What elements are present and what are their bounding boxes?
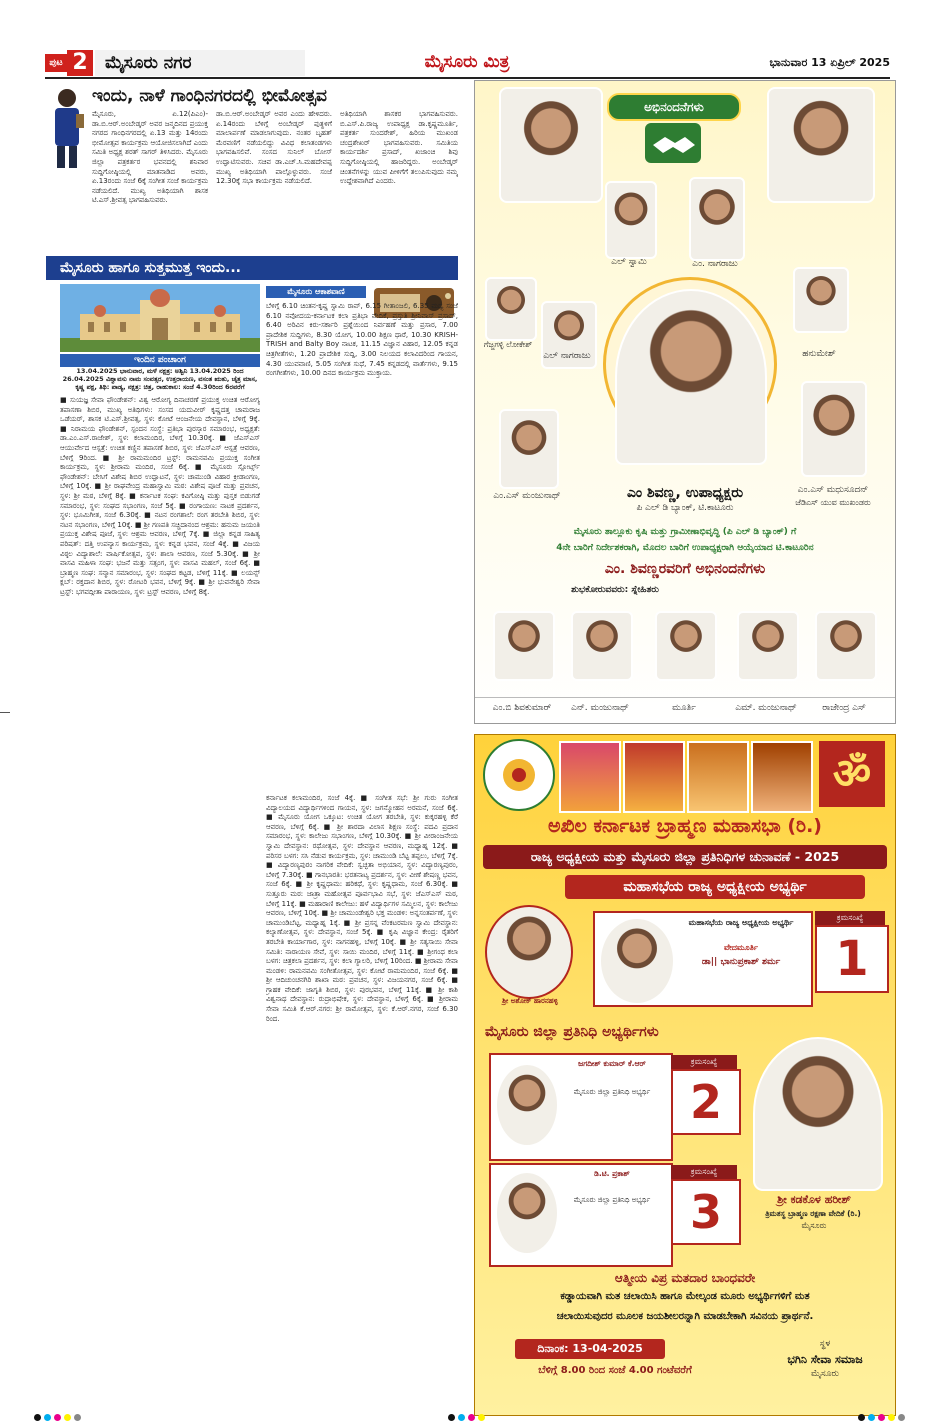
- registration-dots-center: [448, 1406, 488, 1425]
- lead-column-1: ಮೈಸೂರು, ಏ.12(ಪಿಎಂ)- ಡಾ.ಬಿ.ಆರ್.ಅಂಬೇಡ್ಕರ್ ಅವರ ಜನ್ಮದಿನದ ಪ್ರಯುಕ್ತ ನಗರದ ಗಾಂಧಿನಗರದಲ್ಲಿ ಏ.13 ಮತ್ತು 14ರಂದು ಭೀಮೋತ್ಸವ ಕಾರ್ಯಕ್ರಮ ಆಯೋಜಿಸಲಾಗಿದೆ ಎಂದು ಸಮಿತಿ ಅಧ್ಯಕ್ಷ ಶರತ್ ಸಾಗರ್ ತಿಳಿಸಿದರು. ಮೈಸೂರು ಜಿಲ್ಲಾ ಪತ್ರಕರ್ತರ ಭವನದಲ್ಲಿ ಶನಿವಾರ ಸುದ್ದಿಗೋಷ್ಠಿಯಲ್ಲಿ ಮಾತನಾಡಿದ ಅವರು, ಏ.13ರಂದು ಸಂಜೆ 6ಕ್ಕೆ ಸಂಗೀತ ಸಂಜೆ ಕಾರ್ಯಕ್ರಮ ನಡೆಯಲಿದೆ. ಮುಖ್ಯ ಅತಿಥಿಯಾಗಿ ಶಾಸಕ ಟಿ.ಎಸ್.ಶ್ರೀವತ್ಸ ಭಾಗವಹಿಸುವರು.: [92, 110, 208, 205]
- ashok-name: ಶ್ರೀ ಅಶೋಕ್ ಹಾರನಹಳ್ಳಿ: [502, 997, 558, 1005]
- page-label: ಪುಟ: [45, 54, 67, 72]
- radio-title: ಮೈಸೂರು ಆಕಾಶವಾಣಿ: [266, 286, 366, 298]
- portrait-m-nagaraju: [689, 177, 745, 261]
- krama-label-3: ಕ್ರಮಸಂಖ್ಯೆ: [671, 1165, 737, 1179]
- portrait-bottom-5: [815, 611, 877, 681]
- deity-image-1: [559, 741, 621, 813]
- district-heading: ಮೈಸೂರು ಜಿಲ್ಲಾ ಪ್ರತಿನಿಧಿ ಅಭ್ಯರ್ಥಿಗಳು: [485, 1024, 659, 1040]
- ad-heading: ಅಭಿನಂದನೆಗಳು: [644, 100, 704, 114]
- candidate-2-portrait: [495, 1063, 559, 1147]
- masthead: [45, 48, 890, 78]
- lead-column-3: ಅತಿಥಿಯಾಗಿ ಶಾಸಕರ ಭಾಗವಹಿಸುವರು. ಬಿ.ಎಸ್.ಪಿ.ರಾಜ್ಯ ಉಪಾಧ್ಯಕ್ಷ ಡಾ.ಕೃಷ್ಣಮೂರ್ತಿ, ಪತ್ರಕರ್ತ ಸುಂದರೇಶ್, ಹಿರಿಯ ಮುಖಂಡ ಚಂದ್ರಶೇಖರ್ ಭಾಗವಹಿಸುವರು. ಸಮಿತಿಯ ಕಾರ್ಯದರ್ಶಿ ಪ್ರಸಾದ್, ಖಜಾಂಚಿ ಶಿವು ಸುದ್ದಿಗೋಷ್ಠಿಯಲ್ಲಿ ಹಾಜರಿದ್ದರು. ಅಂಬೇಡ್ಕರ್ ಚಿಂತನೆಗಳನ್ನು ಯುವ ಪೀಳಿಗೆಗೆ ತಲುಪಿಸುವುದು ನಮ್ಮ ಉದ್ದೇಶವಾಗಿದೆ ಎಂದರು.: [340, 110, 458, 186]
- ballot-number-2: 2: [671, 1069, 741, 1135]
- appeal-line-1: ಆತ್ಮೀಯ ವಿಪ್ರ ಮತದಾರ ಬಾಂಧವರೇ: [614, 1271, 756, 1285]
- deity-image-2: [623, 741, 685, 813]
- portrait-ms-manjunath: [499, 409, 559, 489]
- panchanga-box: [60, 354, 260, 392]
- lead-column-2: ಡಾ.ಬಿ.ಆರ್.ಅಂಬೇಡ್ಕರ್ ಅವರ ಎಂದು ಹೇಳಿದರು. ಏ.14ರಂದು ಬೆಳಿಗ್ಗೆ ಅಂಬೇಡ್ಕರ್ ಪುತ್ಥಳಿಗೆ ಮಾಲಾರ್ಪಣೆ ಮಾಡಲಾಗುವುದು. ನಂತರ ಬೃಹತ್ ಮೆರವಣಿಗೆ ನಡೆಯಲಿದ್ದು ವಿವಿಧ ಕಲಾತಂಡಗಳು ಭಾಗವಹಿಸಲಿವೆ. ಸಂಸದ ಸುನಿಲ್ ಬೋಸ್ ಉದ್ಘಾಟಿಸುವರು. ಸಚಿವ ಡಾ.ಎಚ್.ಸಿ.ಮಹದೇವಪ್ಪ ಮುಖ್ಯ ಅತಿಥಿಯಾಗಿ ಪಾಲ್ಗೊಳ್ಳುವರು. ಸಂಜೆ 12.30ಕ್ಕೆ ಸಭಾ ಕಾರ್ಯಕ್ರಮ ನಡೆಯಲಿದೆ.: [216, 110, 332, 186]
- supporter-place: ಮೈಸೂರು: [801, 1221, 827, 1230]
- appeal-line-2: ಕಡ್ಡಾಯವಾಗಿ ಮತ ಚಲಾಯಿಸಿ ಹಾಗೂ ಮೇಲ್ಕಂಡ ಮೂರು ಅಭ್ಯರ್ಥಿಗಳಿಗೆ ಮತ: [560, 1291, 810, 1302]
- venue-city: ಮೈಸೂರು: [811, 1369, 839, 1379]
- appeal-line-3: ಚಲಾಯಿಸುವುದರ ಮೂಲಕ ಜಯಶೀಲರನ್ನಾಗಿ ಮಾಡಬೇಕಾಗಿ ಸವಿನಯ ಪ್ರಾರ್ಥನೆ.: [556, 1311, 814, 1322]
- president-card: [593, 911, 813, 1007]
- deity-image-4: [751, 741, 813, 813]
- portrait-left-large: [499, 87, 603, 203]
- caption-bottom-2: ಎನ್. ಮಂಜುನಾಥ್: [571, 703, 629, 713]
- venue-label: ಸ್ಥಳ: [819, 1339, 831, 1349]
- caption-l-swamy: ಎಲ್ ಸ್ವಾಮಿ: [611, 257, 647, 267]
- candidate-3-role: ಮೈಸೂರು ಜಿಲ್ಲಾ ಪ್ರತಿನಿಧಿ ಅಭ್ಯರ್ಥಿ: [573, 1196, 651, 1204]
- portrait-bottom-4: [737, 611, 799, 681]
- candidate-3-name: ಡಿ.ಟಿ. ಪ್ರಕಾಶ್: [594, 1169, 630, 1178]
- poll-time: ಬೆಳಿಗ್ಗೆ 8.00 ರಿಂದ ಸಂಜೆ 4.00 ಗಂಟೆವರೆಗೆ: [538, 1365, 692, 1376]
- supporter-name: ಶ್ರೀ ಕಡಕೊಳ ಹರೀಶ್: [777, 1193, 851, 1206]
- issue-date: ಭಾನುವಾರ 13 ಏಪ್ರಿಲ್ 2025: [769, 56, 890, 69]
- candidate-3-card: [489, 1163, 673, 1267]
- mysore-palace-image: [60, 284, 260, 352]
- caption-bottom-3: ಮೂರ್ತಿ: [672, 703, 696, 713]
- om-symbol: ॐ: [819, 741, 885, 807]
- page-number: 2: [67, 50, 93, 76]
- ad-wishers: ಶುಭಕೋರುವವರು: ಸ್ನೇಹಿತರು: [571, 585, 659, 595]
- main-portrait: [615, 289, 767, 465]
- portrait-bottom-3: [655, 611, 717, 681]
- panchanga-title: ಇಂದಿನ ಪಂಚಾಂಗ: [60, 354, 260, 367]
- president-title: ವೇದಮೂರ್ತಿ: [723, 943, 759, 952]
- portrait-right-large: [767, 87, 875, 203]
- ballot-number-3: 3: [671, 1179, 741, 1245]
- events-listing-1: ■ ಸುಯಜ್ಞ ಸೇವಾ ಫೌಂಡೇಶನ್: ವಿಶ್ವ ಆರೋಗ್ಯ ದಿನಾಚರಣೆ ಪ್ರಯುಕ್ತ ಉಚಿತ ಆರೋಗ್ಯ ತಪಾಸಣಾ ಶಿಬಿರ, ಮುಖ್ಯ ಅತಿಥಿಗಳು: ಸಂಸದ ಯದುವೀರ್ ಕೃಷ್ಣದತ್ತ ಚಾಮರಾಜ ಒಡೆಯರ್, ಶಾಸಕ ಟಿ.ಎಸ್.ಶ್ರೀವತ್ಸ, ಸ್ಥಳ: ಕೋಟೆ ಆಂಜನೇಯ ದೇವಸ್ಥಾನ, ಬೆಳಿಗ್ಗೆ 9ಕ್ಕೆ. ■ ನಿರಾಮಯ ಫೌಂಡೇಶನ್, ಸ್ಪಂದನ ಸಂಸ್ಥೆ: ಪ್ರತಿಭಾ ಪುರಸ್ಕಾರ ಸಮಾರಂಭ, ಅಧ್ಯಕ್ಷತೆ: ಡಾ.ಎಂ.ಎಸ್.ರಾಜೇಶ್, ಸ್ಥಳ: ಕಲಾಮಂದಿರ, ಬೆಳಿಗ್ಗೆ 10.30ಕ್ಕೆ. ■ ಜೆಎಸ್‌ಎಸ್ ಆಯುರ್ವೇದ ಆಸ್ಪತ್ರೆ: ಉಚಿತ ಕಣ್ಣಿನ ತಪಾಸಣೆ ಶಿಬಿರ, ಸ್ಥಳ: ಜೆಎಸ್‌ಎಸ್ ಆಸ್ಪತ್ರೆ ಆವರಣ, ಬೆಳಿಗ್ಗೆ 9ರಿಂದ. ■ ಶ್ರೀ ರಾಮಮಂದಿರ ಟ್ರಸ್ಟ್: ರಾಮನವಮಿ ಪ್ರಯುಕ್ತ ಸಂಗೀತ ಕಾರ್ಯಕ್ರಮ, ಸ್ಥಳ: ಶ್ರೀರಾಮ ಮಂದಿರ, ಸಂಜೆ 6ಕ್ಕೆ. ■ ಮೈಸೂರು ಸ್ಪೋರ್ಟ್ಸ್ ಫೌಂಡೇಶನ್: ಬೇಸಿಗೆ ವಿಶೇಷ ಶಿಬಿರ ಉದ್ಘಾಟನೆ, ಸ್ಥಳ: ಚಾಮುಂಡಿ ವಿಹಾರ ಕ್ರೀಡಾಂಗಣ, ಬೆಳಿಗ್ಗೆ 10ಕ್ಕೆ. ■ ಶ್ರೀ ರಾಘವೇಂದ್ರ ಮಹಾಸ್ವಾಮಿ ಮಠ: ವಿಶೇಷ ಪೂಜೆ ಮತ್ತು ಪ್ರವಚನ, ಸ್ಥಳ: ಶ್ರೀ ಮಠ, ಬೆಳಿಗ್ಗೆ 8ಕ್ಕೆ. ■ ಕರ್ನಾಟಕ ಸಂಘ: ಕವಿಗೋಷ್ಠಿ ಮತ್ತು ಪುಸ್ತಕ ಬಿಡುಗಡೆ ಸಮಾರಂಭ, ಸ್ಥಳ: ಸಂಘದ ಸಭಾಂಗಣ, ಸಂಜೆ 5ಕ್ಕೆ. ■ ರಂಗಾಯಣ: ನಾಟಕ ಪ್ರದರ್ಶನ, ಸ್ಥಳ: ಭೂಮಿಗೀತ, ಸಂಜೆ 6.30ಕ್ಕೆ. ■ ನಟನ ರಂಗಶಾಲೆ: ರಂಗ ತರಬೇತಿ ಶಿಬಿರ, ಸ್ಥಳ: ನಟನ ಸಭಾಂಗಣ, ಬೆಳಿಗ್ಗೆ 10ಕ್ಕೆ. ■ ಶ್ರೀ ಗಣಪತಿ ಸಚ್ಚಿದಾನಂದ ಆಶ್ರಮ: ಹನುಮ ಜಯಂತಿ ಪ್ರಯುಕ್ತ ವಿಶೇಷ ಪೂಜೆ, ಸ್ಥಳ: ಆಶ್ರಮ ಆವರಣ, ಬೆಳಿಗ್ಗೆ 7ಕ್ಕೆ. ■ ಜಿಲ್ಲಾ ಕನ್ನಡ ಸಾಹಿತ್ಯ ಪರಿಷತ್: ದತ್ತಿ ಉಪನ್ಯಾಸ ಕಾರ್ಯಕ್ರಮ, ಸ್ಥಳ: ಕನ್ನಡ ಭವನ, ಸಂಜೆ 4ಕ್ಕೆ. ■ ವಿಜಯ ವಿಠ್ಠಲ ವಿದ್ಯಾಶಾಲೆ: ವಾರ್ಷಿಕೋತ್ಸವ, ಸ್ಥಳ: ಶಾಲಾ ಆವರಣ, ಸಂಜೆ 5.30ಕ್ಕೆ. ■ ಶ್ರೀ ವಾಸವಿ ಮಹಿಳಾ ಸಂಘ: ಭಜನೆ ಮತ್ತು ಸತ್ಸಂಗ, ಸ್ಥಳ: ವಾಸವಿ ಮಹಲ್, ಸಂಜೆ 6ಕ್ಕೆ. ■ ಬ್ರಾಹ್ಮಣ ಸಂಘ: ಸನ್ಮಾನ ಸಮಾರಂಭ, ಸ್ಥಳ: ಸಂಘದ ಕಟ್ಟಡ, ಬೆಳಿಗ್ಗೆ 11ಕ್ಕೆ. ■ ಲಯನ್ಸ್ ಕ್ಲಬ್: ರಕ್ತದಾನ ಶಿಬಿರ, ಸ್ಥಳ: ರೋಟರಿ ಭವನ, ಬೆಳಿಗ್ಗೆ 9ಕ್ಕೆ. ■ ಶ್ರೀ ಭುವನೇಶ್ವರಿ ಸೇವಾ ಟ್ರಸ್ಟ್: ಭಗವದ್ಗೀತಾ ಪಾರಾಯಣ, ಸ್ಥಳ: ಟ್ರಸ್ಟ್ ಆವರಣ, ಬೆಳಿಗ್ಗೆ 8ಕ್ಕೆ.: [60, 396, 260, 596]
- caption-ms-manjunath: ಎಂ.ಎಸ್ ಮಂಜುನಾಥ್: [493, 491, 561, 501]
- main-org: ಪಿ ಎಲ್ ಡಿ ಬ್ಯಾಂಕ್, ಟಿ.ಕಾಟೂರು: [636, 503, 734, 513]
- krama-label-1: ಕ್ರಮಸಂಖ್ಯೆ: [815, 911, 885, 925]
- ashok-portrait: [485, 905, 573, 999]
- registration-dots-left: [34, 1406, 84, 1425]
- portrait-bottom-2: [571, 611, 633, 681]
- caption-hanumesh: ಹನುಮೇಶ್: [802, 349, 836, 359]
- president-portrait: [599, 917, 675, 1005]
- events-band: [46, 256, 458, 280]
- election-subtitle: ರಾಜ್ಯ ಅಧ್ಯಕ್ಷೀಯ ಮತ್ತು ಮೈಸೂರು ಜಿಲ್ಲಾ ಪ್ರತಿನಿಧಿಗಳ ಚುನಾವಣೆ - 2025: [483, 845, 887, 869]
- ad-line-2: 4ನೇ ಬಾರಿಗೆ ನಿರ್ದೇಶಕರಾಗಿ, ಮೊದಲ ಬಾರಿಗೆ ಉಪಾಧ್ಯಕ್ಷರಾಗಿ ಆಯ್ಕೆಯಾದ ಟಿ.ಕಾಟೂರಿನ: [556, 543, 814, 553]
- section-title: ಮೈಸೂರು ನಗರ: [95, 50, 305, 76]
- handshake-icon: [645, 123, 701, 163]
- lead-headline: ಇಂದು, ನಾಳೆ ಗಾಂಧಿನಗರದಲ್ಲಿ ಭೀಮೋತ್ಸವ: [92, 86, 327, 106]
- election-ad: [474, 734, 896, 1416]
- registration-dots-right: [858, 1406, 908, 1425]
- portrait-bottom-1: [493, 611, 555, 681]
- supporter-role: ತ್ರಿಮತಸ್ಥ ಬ್ರಾಹ್ಮಣ ರಕ್ಷಣಾ ವೇದಿಕೆ (ರಿ.): [765, 1209, 861, 1218]
- sabha-emblem: [483, 739, 555, 811]
- events-listing-2: ಕರ್ನಾಟಕ ಕಲಾಮಂದಿರ, ಸಂಜೆ 4ಕ್ಕೆ. ■ ಸಂಗೀತ ಸಭೆ: ಶ್ರೀ ಗುರು ಸಂಗೀತ ವಿದ್ಯಾಲಯದ ವಿದ್ಯಾರ್ಥಿಗಳಿಂದ ಗಾಯನ, ಸ್ಥಳ: ಜಗನ್ಮೋಹನ ಅರಮನೆ, ಸಂಜೆ 6ಕ್ಕೆ. ■ ಮೈಸೂರು ಯೋಗ ಒಕ್ಕೂಟ: ಉಚಿತ ಯೋಗ ತರಬೇತಿ, ಸ್ಥಳ: ಕುಕ್ಕರಹಳ್ಳಿ ಕೆರೆ ಆವರಣ, ಬೆಳಿಗ್ಗೆ 6ಕ್ಕೆ. ■ ಶ್ರೀ ಶಾರದಾ ವಿಲಾಸ ಶಿಕ್ಷಣ ಸಂಸ್ಥೆ: ಪದವಿ ಪ್ರದಾನ ಸಮಾರಂಭ, ಸ್ಥಳ: ಕಾಲೇಜು ಸಭಾಂಗಣ, ಬೆಳಿಗ್ಗೆ 10.30ಕ್ಕೆ. ■ ಶ್ರೀ ವೀರಾಂಜನೇಯ ಸ್ವಾಮಿ ದೇವಸ್ಥಾನ: ರಥೋತ್ಸವ, ಸ್ಥಳ: ದೇವಸ್ಥಾನ ಆವರಣ, ಮಧ್ಯಾಹ್ನ 12ಕ್ಕೆ. ■ ಪರಿಸರ ಬಳಗ: ಸಸಿ ನೆಡುವ ಕಾರ್ಯಕ್ರಮ, ಸ್ಥಳ: ಚಾಮುಂಡಿ ಬೆಟ್ಟ ತಪ್ಪಲು, ಬೆಳಿಗ್ಗೆ 7ಕ್ಕೆ. ■ ವಿದ್ಯಾರಣ್ಯಪುರಂ ನಾಗರಿಕ ವೇದಿಕೆ: ಸ್ವಚ್ಛತಾ ಅಭಿಯಾನ, ಸ್ಥಳ: ವಿದ್ಯಾರಣ್ಯಪುರಂ, ಬೆಳಿಗ್ಗೆ 7.30ಕ್ಕೆ. ■ ಗಾನಭಾರತಿ: ಭರತನಾಟ್ಯ ಪ್ರದರ್ಶನ, ಸ್ಥಳ: ವೀಣೆ ಶೇಷಣ್ಣ ಭವನ, ಸಂಜೆ 6ಕ್ಕೆ. ■ ಶ್ರೀ ಕೃಷ್ಣಧಾಮ: ಹರಿಕಥೆ, ಸ್ಥಳ: ಕೃಷ್ಣಧಾಮ, ಸಂಜೆ 6.30ಕ್ಕೆ. ■ ಸುತ್ತೂರು ಮಠ: ಜಾತ್ರಾ ಮಹೋತ್ಸವ ಪೂರ್ವಭಾವಿ ಸಭೆ, ಸ್ಥಳ: ಜೆಎಸ್‌ಎಸ್ ಮಠ, ಬೆಳಿಗ್ಗೆ 11ಕ್ಕೆ. ■ ಮಹಾರಾಣಿ ಕಾಲೇಜು: ಹಳೆ ವಿದ್ಯಾರ್ಥಿಗಳ ಸಮ್ಮಿಲನ, ಸ್ಥಳ: ಕಾಲೇಜು ಆವರಣ, ಬೆಳಿಗ್ಗೆ 10ಕ್ಕೆ. ■ ಶ್ರೀ ಚಾಮುಂಡೇಶ್ವರಿ ಭಕ್ತ ಮಂಡಳಿ: ಅನ್ನಸಂತರ್ಪಣೆ, ಸ್ಥಳ: ಚಾಮುಂಡಿಬೆಟ್ಟ, ಮಧ್ಯಾಹ್ನ 1ಕ್ಕೆ. ■ ಶ್ರೀ ಪ್ರಸನ್ನ ವೆಂಕಟರಮಣ ಸ್ವಾಮಿ ದೇವಸ್ಥಾನ: ಕಲ್ಯಾಣೋತ್ಸವ, ಸ್ಥಳ: ದೇವಸ್ಥಾನ, ಸಂಜೆ 5ಕ್ಕೆ. ■ ಕೃಷಿ ವಿಜ್ಞಾನ ಕೇಂದ್ರ: ರೈತರಿಗೆ ತರಬೇತಿ ಕಾರ್ಯಾಗಾರ, ಸ್ಥಳ: ನಾಗನಹಳ್ಳಿ, ಬೆಳಿಗ್ಗೆ 10ಕ್ಕೆ. ■ ಶ್ರೀ ಸತ್ಯಸಾಯಿ ಸೇವಾ ಸಮಿತಿ: ನಾರಾಯಣ ಸೇವೆ, ಸ್ಥಳ: ಸಾಯಿ ಮಂದಿರ, ಬೆಳಿಗ್ಗೆ 11ಕ್ಕೆ. ■ ಶ್ರೀಗಂಧ ಕಲಾ ಬಳಗ: ಚಿತ್ರಕಲಾ ಪ್ರದರ್ಶನ, ಸ್ಥಳ: ಕಲಾ ಗ್ಯಾಲರಿ, ಬೆಳಿಗ್ಗೆ 10ರಿಂದ. ■ ಶ್ರೀರಾಮ ಸೇವಾ ಮಂಡಳಿ: ರಾಮನವಮಿ ಸಂಗೀತೋತ್ಸವ, ಸ್ಥಳ: ಕೋಟೆ ರಾಮಮಂದಿರ, ಸಂಜೆ 6ಕ್ಕೆ. ■ ಶ್ರೀ ಆದಿಚುಂಚನಗಿರಿ ಶಾಖಾ ಮಠ: ಪ್ರವಚನ, ಸ್ಥಳ: ವಿಜಯನಗರ, ಸಂಜೆ 6ಕ್ಕೆ. ■ ಗ್ರಾಹಕ ವೇದಿಕೆ: ಜಾಗೃತಿ ಶಿಬಿರ, ಸ್ಥಳ: ಪುರಭವನ, ಬೆಳಿಗ್ಗೆ 11ಕ್ಕೆ. ■ ಶ್ರೀ ಕಾಶಿ ವಿಶ್ವನಾಥ ದೇವಸ್ಥಾನ: ರುದ್ರಾಭಿಷೇಕ, ಸ್ಥಳ: ದೇವಸ್ಥಾನ, ಬೆಳಿಗ್ಗೆ 6ಕ್ಕೆ. ■ ಶ್ರೀರಾಮ ಸೇವಾ ಸಮಿತಿ ಕೆ.ಆರ್.ನಗರ: ಶ್ರೀ ರಾಮೋತ್ಸವ, ಸ್ಥಳ: ಕೆ.ಆರ್.ನಗರ, ಸಂಜೆ 6.30 ರಿಂದ.: [266, 794, 458, 1023]
- caption-bottom-1: ಎಂ.ಬಿ ಶಿವಕುಮಾರ್: [492, 703, 552, 713]
- panchanga-text: 13.04.2025 ಭಾನುವಾರ, ಮಳೆ ನಕ್ಷತ್ರ: ಅಶ್ವಿನಿ 13.04.2025 ರಿಂದ 26.04.2025 ವಿಶ್ವಾವಸು ನಾಮ ಸಂವತ್ಸರ, ಉತ್ತರಾಯಣ, ವಸಂತ ಋತು, ಚೈತ್ರ ಮಾಸ, ಕೃಷ್ಣ ಪಕ್ಷ, ತಿಥಿ: ಪಾಡ್ಯ, ನಕ್ಷತ್ರ: ಚಿತ್ರ, ರಾಹುಕಾಲ: ಸಂಜೆ 4.30ರಿಂದ 6ರವರೆಗೆ: [62, 367, 258, 391]
- caption-madhusudhan: ಎಂ.ಎಸ್ ಮಧುಸೂದನ್: [797, 485, 869, 495]
- candidate-3-portrait: [495, 1171, 559, 1255]
- poll-date: ದಿನಾಂಕ: 13-04-2025: [515, 1339, 665, 1359]
- portrait-lokesh: [485, 277, 537, 341]
- madhusudhan-role: ಜೆಡಿಎಸ್ ಯುವ ಮುಖಂಡರು: [795, 498, 871, 507]
- caption-l-nagaraju: ಎಲ್ ನಾಗರಾಜು: [543, 351, 591, 361]
- sabha-title: ಅಖಿಲ ಕರ್ನಾಟಕ ಬ್ರಾಹ್ಮಣ ಮಹಾಸಭಾ (ರಿ.): [547, 815, 822, 837]
- ad-line-3: ಎಂ. ಶಿವಣ್ಣರವರಿಗೆ ಅಭಿನಂದನೆಗಳು: [604, 561, 766, 577]
- caption-lokesh: ಗೆಜ್ಜಗಳ್ಳಿ ಲೋಕೇಶ್: [483, 340, 533, 349]
- caption-bottom-4: ಎಮ್. ಮಂಜುನಾಥ್: [735, 703, 797, 713]
- ballot-number-1: 1: [815, 925, 889, 993]
- portrait-l-swamy: [605, 181, 657, 259]
- supporter-portrait: [753, 1037, 883, 1191]
- president-heading: ಮಹಾಸಭೆಯ ರಾಜ್ಯ ಅಧ್ಯಕ್ಷೀಯ ಅಭ್ಯರ್ಥಿ: [565, 875, 865, 899]
- portrait-madhusudhan: [801, 381, 867, 477]
- caption-strip: [475, 697, 895, 698]
- radio-schedule: ಬೆಳಿಗ್ಗೆ 6.10 ಚಿಂತನ-ಕೃಷ್ಣ ಸ್ವಾಮಿ ರಾವ್, 6.15 ಗೀತಾಂಜಲಿ, 6.35 ಮಧ್ಯ ಸಂಜೆ 6.10 ನವೋದಯ-ಕರ್ನಾಟಕ ಕಲಾ ಪ್ರತಿಭಾ ವೇದಿಕೆ, ಪ್ರಸ್ತುತಿ ಶ್ರೀನಿವಾಸ್ ಪ್ರಸಾದ್, 6.40 ಅರಿವಿನ ಕಿರು-ಸರ್ಕಾರಿ ಪ್ರಶ್ನೆಯಿಂದ ನಿರ್ವಹಣೆ ಮತ್ತು ಪ್ರಸಾರ, 7.00 ಪ್ರಾದೇಶಿಕ ಸುದ್ದಿಗಳು, 8.30 ಯೋಗ, 10.00 ಶಿಕ್ಷಣ ಧಾರೆ, 10.30 KRISH-TRISH and Balty Boy ನಾಟಕ, 11.15 ವಿಜ್ಞಾನ ವಿಹಾರ, 12.05 ಕನ್ನಡ ಚಿತ್ರಗೀತೆಗಳು, 1.20 ಪ್ರಾದೇಶಿಕ ಸುದ್ದಿ, 3.00 ನಿಲಯದ ಕಲಾವಿದರಿಂದ ಗಾಯನ, 4.30 ಯುವವಾಣಿ, 5.05 ಸಂಗೀತ ಸುಧೆ, 7.45 ಕನ್ನಡದಲ್ಲಿ ವಾರ್ತೆಗಳು, 9.15 ರಂಗಗೀತೆಗಳು, 10.00 ದಿನದ ಕಾರ್ಯಕ್ರಮ ಮುಕ್ತಾಯ.: [266, 302, 458, 378]
- candidate-2-role: ಮೈಸೂರು ಜಿಲ್ಲಾ ಪ್ರತಿನಿಧಿ ಅಭ್ಯರ್ಥಿ: [573, 1088, 651, 1096]
- president-role: ಮಹಾಸಭೆಯ ರಾಜ್ಯ ಅಧ್ಯಕ್ಷೀಯ ಅಭ್ಯರ್ಥಿ: [688, 918, 794, 927]
- congratulations-ad: [474, 80, 896, 724]
- caption-m-nagaraju: ಎಂ. ನಾಗರಾಜು: [692, 259, 738, 269]
- ad-heading-banner: [607, 93, 741, 121]
- caption-bottom-5: ರಾಜೇಂದ್ರ ಎಸ್: [822, 703, 866, 713]
- masthead-rule: [45, 77, 890, 79]
- krama-label-2: ಕ್ರಮಸಂಖ್ಯೆ: [671, 1055, 737, 1069]
- ad-line-1: ಮೈಸೂರು ತಾಲ್ಲೂಕು ಕೃಷಿ ಮತ್ತು ಗ್ರಾಮೀಣಾಭಿವೃದ್ಧಿ (ಪಿ ಎಲ್ ಡಿ ಬ್ಯಾಂಕ್) ಗೆ: [573, 527, 797, 537]
- fold-mark: [0, 712, 10, 713]
- ambedkar-photo: [46, 84, 88, 170]
- deity-image-3: [687, 741, 749, 813]
- portrait-hanumesh: [793, 267, 849, 333]
- venue-name: ಭಗಿನಿ ಸೇವಾ ಸಮಾಜ: [787, 1353, 863, 1366]
- president-name: ಡಾ|| ಭಾನುಪ್ರಕಾಶ್ ಶರ್ಮ: [701, 957, 781, 967]
- candidate-2-name: ಜಗದೀಶ್ ಕುಮಾರ್ ಕೆ.ಆರ್: [578, 1059, 646, 1068]
- events-band-title: ಮೈಸೂರು ಹಾಗೂ ಸುತ್ತಮುತ್ತ ಇಂದು...: [60, 260, 241, 276]
- paper-logo: ಮೈಸೂರು ಮಿತ್ರ: [424, 52, 510, 72]
- main-name: ಎಂ ಶಿವಣ್ಣ, ಉಪಾಧ್ಯಕ್ಷರು: [626, 485, 744, 501]
- candidate-2-card: [489, 1053, 673, 1161]
